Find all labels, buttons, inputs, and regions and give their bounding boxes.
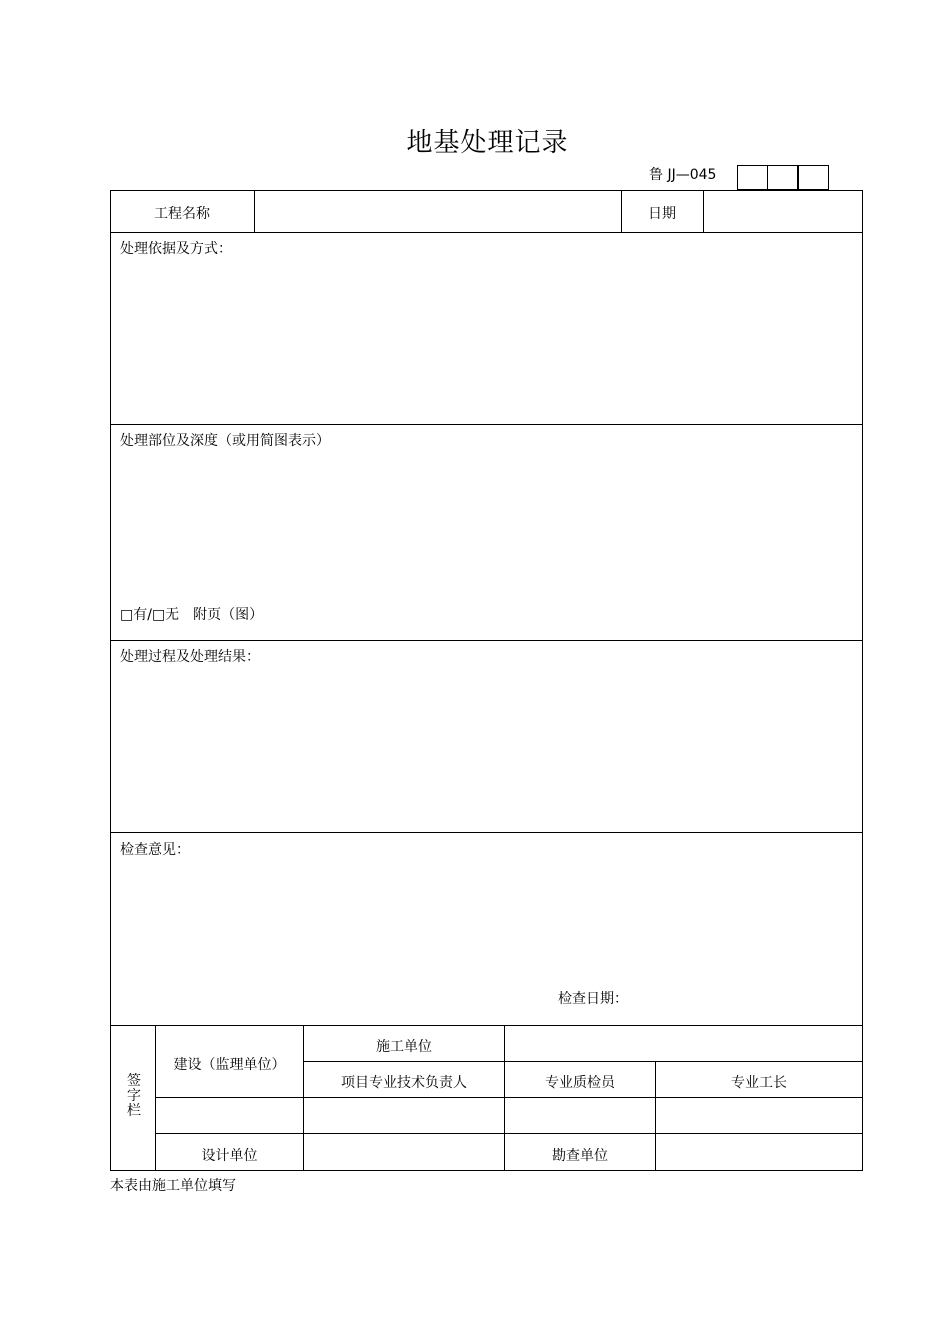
tech-lead-signature-field[interactable] — [304, 1098, 504, 1133]
process-label: 处理过程及处理结果： — [120, 649, 260, 665]
construction-unit-field[interactable] — [505, 1026, 862, 1061]
form-code: 鲁 JJ—045 — [649, 167, 717, 183]
basis-field[interactable] — [111, 256, 862, 424]
date-label: 日期 — [648, 206, 676, 222]
divider — [110, 232, 863, 233]
check-date-label: 检查日期： — [558, 991, 628, 1007]
divider — [110, 424, 863, 425]
qc-inspector-label: 专业质检员 — [545, 1075, 615, 1091]
code-box-1[interactable] — [737, 165, 768, 190]
code-box-2[interactable] — [767, 165, 798, 190]
foreman-label: 专业工长 — [731, 1075, 787, 1091]
process-field[interactable] — [111, 666, 862, 832]
location-label: 处理部位及深度（或用简图表示） — [120, 433, 330, 449]
date-field[interactable] — [704, 191, 862, 232]
location-field[interactable] — [111, 450, 862, 600]
divider — [110, 640, 863, 641]
supervision-signature-field[interactable] — [156, 1098, 303, 1133]
design-unit-field[interactable] — [304, 1134, 504, 1170]
construction-unit-label: 施工单位 — [376, 1039, 432, 1055]
survey-unit-label: 勘查单位 — [552, 1148, 608, 1164]
code-box-3[interactable] — [798, 165, 829, 190]
survey-unit-field[interactable] — [656, 1134, 862, 1170]
basis-label: 处理依据及方式： — [120, 241, 232, 257]
project-name-field[interactable] — [255, 191, 621, 232]
foreman-signature-field[interactable] — [656, 1098, 862, 1133]
divider — [303, 1061, 863, 1062]
sign-column-label: 签字栏 — [127, 1073, 141, 1119]
qc-inspector-signature-field[interactable] — [505, 1098, 655, 1133]
construction-supervision-label: 建设（监理单位） — [173, 1057, 286, 1073]
divider — [621, 190, 622, 232]
project-name-label: 工程名称 — [154, 206, 210, 222]
footer-note: 本表由施工单位填写 — [110, 1178, 236, 1194]
attachment-checkbox[interactable]: □有/□无 附页（图） — [120, 607, 264, 623]
page-title: 地基处理记录 — [406, 128, 569, 158]
opinion-label: 检查意见： — [120, 842, 190, 858]
design-unit-label: 设计单位 — [201, 1148, 258, 1164]
tech-lead-label: 项目专业技术负责人 — [341, 1075, 467, 1091]
divider — [110, 832, 863, 833]
opinion-field[interactable] — [111, 858, 862, 983]
